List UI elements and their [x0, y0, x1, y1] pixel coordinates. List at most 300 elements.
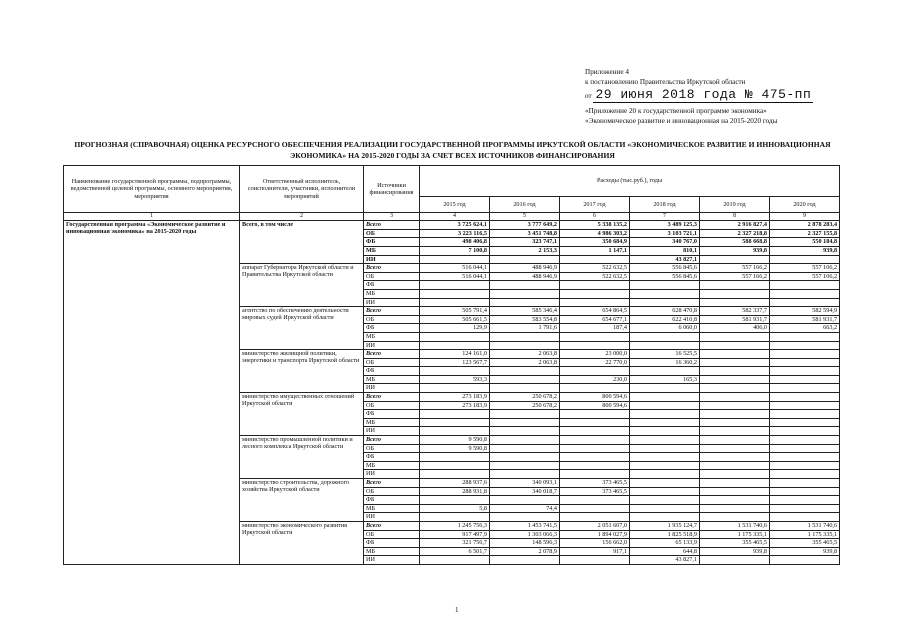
amount-cell [560, 418, 630, 427]
amount-cell [770, 487, 840, 496]
amount-cell [770, 479, 840, 488]
amount-cell [770, 332, 840, 341]
header-source: Источники финансирования [364, 166, 420, 213]
amount-cell [630, 479, 700, 488]
amount-cell [630, 367, 700, 376]
amount-cell [490, 436, 560, 445]
amount-cell [490, 367, 560, 376]
amount-cell: 2 327 218,8 [700, 229, 770, 238]
amount-cell: 2 063,8 [490, 358, 560, 367]
amount-cell: 373 465,5 [560, 487, 630, 496]
source-cell: МБ [364, 332, 420, 341]
amount-cell [770, 461, 840, 470]
amount-cell [560, 332, 630, 341]
amount-cell [700, 298, 770, 307]
source-cell: ОБ [364, 487, 420, 496]
appendix-ot: от [585, 92, 592, 100]
amount-cell: 156 662,0 [560, 539, 630, 548]
amount-cell: 628 470,8 [630, 307, 700, 316]
amount-cell [770, 375, 840, 384]
amount-cell [700, 289, 770, 298]
source-cell: МБ [364, 461, 420, 470]
header-column-number: 8 [700, 213, 770, 221]
amount-cell: 1 453 741,5 [490, 521, 560, 530]
executor-cell: аппарат Губернатора Иркутской области и Правительства Иркутской области [240, 264, 364, 307]
amount-cell [700, 401, 770, 410]
amount-cell: 355 465,5 [770, 539, 840, 548]
amount-cell [630, 487, 700, 496]
source-cell: МБ [364, 246, 420, 255]
amount-cell [630, 461, 700, 470]
amount-cell: 4 986 303,2 [560, 229, 630, 238]
source-cell: ИИ [364, 255, 420, 264]
amount-cell [770, 289, 840, 298]
amount-cell [700, 479, 770, 488]
amount-cell [490, 332, 560, 341]
amount-cell [490, 453, 560, 462]
amount-cell: 516 044,1 [420, 272, 490, 281]
amount-cell [770, 410, 840, 419]
amount-cell [770, 436, 840, 445]
amount-cell: 2 051 607,0 [560, 521, 630, 530]
source-cell: ФБ [364, 539, 420, 548]
amount-cell: 582 594,9 [770, 307, 840, 316]
amount-cell [700, 418, 770, 427]
amount-cell: 498 406,8 [420, 238, 490, 247]
amount-cell [490, 427, 560, 436]
amount-cell [560, 513, 630, 522]
amount-cell [560, 556, 630, 565]
amount-cell [560, 436, 630, 445]
amount-cell: 1 894 027,9 [560, 530, 630, 539]
source-cell: МБ [364, 418, 420, 427]
amount-cell [700, 350, 770, 359]
amount-cell: 581 931,7 [700, 315, 770, 324]
amount-cell: 129,9 [420, 324, 490, 333]
source-cell: Всего [364, 521, 420, 530]
amount-cell: 800 594,6 [560, 401, 630, 410]
header-year: 2018 год [630, 197, 700, 213]
header-column-number: 3 [364, 213, 420, 221]
amount-cell: 1 531 740,6 [770, 521, 840, 530]
amount-cell [770, 401, 840, 410]
amount-cell [630, 427, 700, 436]
header-column-number: 4 [420, 213, 490, 221]
amount-cell [770, 427, 840, 436]
amount-cell [630, 401, 700, 410]
amount-cell: 505 661,5 [420, 315, 490, 324]
amount-cell [420, 496, 490, 505]
executor-cell: министерство имущественных отношений Иркутской области [240, 393, 364, 436]
amount-cell [770, 298, 840, 307]
amount-cell: 654 677,1 [560, 315, 630, 324]
source-cell: Всего [364, 436, 420, 445]
source-cell: ОБ [364, 315, 420, 324]
amount-cell [770, 513, 840, 522]
source-cell: ОБ [364, 229, 420, 238]
amount-cell [420, 298, 490, 307]
amount-cell: 1 825 518,9 [630, 530, 700, 539]
amount-cell [700, 444, 770, 453]
amount-cell: 250 678,2 [490, 401, 560, 410]
handwritten-date-number: 29 июня 2018 года № 475-пп [595, 87, 812, 102]
appendix-line-4: «Приложение 20 к государственной программе экономика» [585, 107, 767, 115]
amount-cell [490, 496, 560, 505]
amount-cell: 557 166,2 [700, 272, 770, 281]
amount-cell: 939,8 [700, 246, 770, 255]
amount-cell: 3 777 649,2 [490, 221, 560, 230]
source-cell: Всего [364, 264, 420, 273]
amount-cell [770, 384, 840, 393]
executor-cell: агентство по обеспечению деятельности мировых судей Иркутской области [240, 307, 364, 350]
amount-cell [630, 393, 700, 402]
amount-cell [770, 504, 840, 513]
amount-cell: 593,3 [420, 375, 490, 384]
appendix-line-2: к постановлению Правительства Иркутской области [585, 77, 746, 86]
amount-cell: 1 175 335,1 [770, 530, 840, 539]
amount-cell [490, 255, 560, 264]
amount-cell: 1 147,1 [560, 246, 630, 255]
amount-cell: 622 410,8 [630, 315, 700, 324]
amount-cell [560, 427, 630, 436]
amount-cell [700, 496, 770, 505]
amount-cell: 6 060,0 [630, 324, 700, 333]
amount-cell: 16 360,2 [630, 358, 700, 367]
amount-cell: 2 063,8 [490, 350, 560, 359]
source-cell: Всего [364, 350, 420, 359]
source-cell: ИИ [364, 556, 420, 565]
header-column-number: 9 [770, 213, 840, 221]
table-row [64, 221, 840, 230]
header-column-number: 2 [240, 213, 364, 221]
amount-cell: 288 937,6 [420, 479, 490, 488]
amount-cell: 644,8 [630, 547, 700, 556]
amount-cell [560, 504, 630, 513]
amount-cell [560, 298, 630, 307]
amount-cell [700, 436, 770, 445]
amount-cell [700, 453, 770, 462]
amount-cell [630, 384, 700, 393]
amount-cell: 1 935 124,7 [630, 521, 700, 530]
amount-cell [700, 470, 770, 479]
source-cell: ОБ [364, 358, 420, 367]
amount-cell: 250 678,2 [490, 393, 560, 402]
amount-cell: 1 531 740,6 [700, 521, 770, 530]
amount-cell: 522 632,5 [560, 264, 630, 273]
amount-cell: 74,4 [490, 504, 560, 513]
appendix-line-5: «Экономическое развитие и инновационная на 2015-2020 годы [585, 116, 778, 125]
amount-cell: 148 596,3 [490, 539, 560, 548]
executor-cell: министерство промышленной политики и лесного комплекса Иркутской области [240, 436, 364, 479]
source-cell: ФБ [364, 367, 420, 376]
executor-cell: министерство экономического развития Иркутской области [240, 521, 364, 564]
amount-cell [560, 444, 630, 453]
amount-cell: 550 184,8 [770, 238, 840, 247]
amount-cell [630, 436, 700, 445]
amount-cell: 583 554,8 [490, 315, 560, 324]
header-column-number: 7 [630, 213, 700, 221]
header-year: 2020 год [770, 197, 840, 213]
amount-cell [420, 410, 490, 419]
amount-cell [630, 341, 700, 350]
amount-cell [700, 410, 770, 419]
source-cell: ИИ [364, 470, 420, 479]
amount-cell [420, 453, 490, 462]
amount-cell [420, 384, 490, 393]
amount-cell [490, 281, 560, 290]
header-executor: Ответственный исполнитель, соисполнители, участники, исполнители мероприятий [240, 166, 364, 213]
amount-cell: 557 106,2 [770, 272, 840, 281]
amount-cell [630, 410, 700, 419]
amount-cell: 165,3 [630, 375, 700, 384]
amount-cell [490, 470, 560, 479]
amount-cell [770, 444, 840, 453]
amount-cell [770, 350, 840, 359]
amount-cell [770, 418, 840, 427]
amount-cell [770, 496, 840, 505]
amount-cell [700, 504, 770, 513]
amount-cell: 654 864,5 [560, 307, 630, 316]
amount-cell [630, 453, 700, 462]
header-program: Наименование государственной программы, подпрограммы, ведомственной целевой программы, основного мероприятия, мероприятия [64, 166, 240, 213]
amount-cell: 3 725 624,1 [420, 221, 490, 230]
amount-cell: 273 183,9 [420, 393, 490, 402]
amount-cell [770, 393, 840, 402]
amount-cell [770, 470, 840, 479]
source-cell: ИИ [364, 427, 420, 436]
amount-cell: 1 303 066,3 [490, 530, 560, 539]
amount-cell [490, 384, 560, 393]
source-cell: ФБ [364, 453, 420, 462]
amount-cell: 588 668,8 [700, 238, 770, 247]
amount-cell [770, 453, 840, 462]
amount-cell [700, 393, 770, 402]
amount-cell: 582 337,7 [700, 307, 770, 316]
amount-cell [560, 281, 630, 290]
source-cell: ИИ [364, 513, 420, 522]
amount-cell [630, 496, 700, 505]
executor-cell: министерство строительства, дорожного хозяйства Иркутской области [240, 479, 364, 522]
amount-cell: 581 931,7 [770, 315, 840, 324]
amount-cell: 516 044,1 [420, 264, 490, 273]
header-column-number: 6 [560, 213, 630, 221]
amount-cell: 323 747,1 [490, 238, 560, 247]
amount-cell [560, 341, 630, 350]
amount-cell [420, 289, 490, 298]
executor-cell: министерство жилищной политики, энергетики и транспорта Иркутской области [240, 350, 364, 393]
source-cell: ОБ [364, 444, 420, 453]
amount-cell: 340 093,1 [490, 479, 560, 488]
amount-cell [490, 418, 560, 427]
source-cell: ФБ [364, 238, 420, 247]
amount-cell: 810,1 [630, 246, 700, 255]
amount-cell: 2 078,9 [490, 547, 560, 556]
amount-cell [490, 410, 560, 419]
amount-cell: 1 245 756,3 [420, 521, 490, 530]
source-cell: МБ [364, 375, 420, 384]
amount-cell: 917,1 [560, 547, 630, 556]
page-number: 1 [455, 606, 459, 614]
source-cell: МБ [364, 289, 420, 298]
source-cell: МБ [364, 547, 420, 556]
amount-cell [630, 332, 700, 341]
header-expenses: Расходы (тыс.руб.), годы [420, 166, 840, 197]
amount-cell: 6 501,7 [420, 547, 490, 556]
amount-cell: 288 931,8 [420, 487, 490, 496]
amount-cell: 800 594,6 [560, 393, 630, 402]
source-cell: ФБ [364, 496, 420, 505]
amount-cell [490, 289, 560, 298]
amount-cell: 1 791,6 [490, 324, 560, 333]
amount-cell: 505 791,4 [420, 307, 490, 316]
amount-cell [560, 367, 630, 376]
source-cell: МБ [364, 504, 420, 513]
header-year: 2019 год [700, 197, 770, 213]
amount-cell: 585 346,4 [490, 307, 560, 316]
amount-cell [420, 281, 490, 290]
amount-cell: 65 133,9 [630, 539, 700, 548]
amount-cell [490, 341, 560, 350]
amount-cell [560, 410, 630, 419]
amount-cell: 7 100,8 [420, 246, 490, 255]
amount-cell: 5,8 [420, 504, 490, 513]
amount-cell: 340 767,0 [630, 238, 700, 247]
amount-cell: 340 018,7 [490, 487, 560, 496]
amount-cell: 939,8 [770, 547, 840, 556]
source-cell: ФБ [364, 324, 420, 333]
amount-cell [420, 470, 490, 479]
amount-cell: 43 827,1 [630, 255, 700, 264]
amount-cell [770, 341, 840, 350]
amount-cell [700, 341, 770, 350]
funding-table [63, 165, 840, 565]
source-cell: ОБ [364, 530, 420, 539]
amount-cell: 2 878 283,4 [770, 221, 840, 230]
amount-cell [700, 556, 770, 565]
amount-cell: 2 916 827,4 [700, 221, 770, 230]
amount-cell [770, 556, 840, 565]
amount-cell: 23 000,0 [560, 350, 630, 359]
amount-cell [700, 367, 770, 376]
source-cell: ИИ [364, 298, 420, 307]
source-cell: ОБ [364, 272, 420, 281]
amount-cell: 3 223 116,5 [420, 229, 490, 238]
source-cell: Всего [364, 307, 420, 316]
header-year: 2016 год [490, 197, 560, 213]
amount-cell [700, 461, 770, 470]
amount-cell: 373 465,5 [560, 479, 630, 488]
amount-cell [700, 427, 770, 436]
amount-cell: 123 567,7 [420, 358, 490, 367]
amount-cell [770, 367, 840, 376]
amount-cell: 230,0 [560, 375, 630, 384]
amount-cell [490, 513, 560, 522]
amount-cell [560, 496, 630, 505]
amount-cell: 557 166,2 [700, 264, 770, 273]
amount-cell: 406,0 [700, 324, 770, 333]
appendix-line-1: Приложение 4 [585, 68, 629, 76]
source-cell: ОБ [364, 401, 420, 410]
amount-cell [490, 298, 560, 307]
amount-cell [560, 255, 630, 264]
amount-cell [490, 556, 560, 565]
amount-cell: 5 338 135,2 [560, 221, 630, 230]
amount-cell: 43 827,1 [630, 556, 700, 565]
amount-cell: 3 451 748,8 [490, 229, 560, 238]
amount-cell [420, 418, 490, 427]
amount-cell [420, 332, 490, 341]
amount-cell [490, 375, 560, 384]
source-cell: Всего [364, 479, 420, 488]
amount-cell: 321 756,7 [420, 539, 490, 548]
amount-cell [560, 384, 630, 393]
amount-cell: 16 525,5 [630, 350, 700, 359]
amount-cell: 556 845,6 [630, 264, 700, 273]
amount-cell [420, 255, 490, 264]
amount-cell: 917 497,9 [420, 530, 490, 539]
amount-cell [700, 358, 770, 367]
amount-cell: 3 489 125,3 [630, 221, 700, 230]
amount-cell: 2 153,3 [490, 246, 560, 255]
amount-cell: 663,2 [770, 324, 840, 333]
amount-cell [560, 289, 630, 298]
executor-cell: Всего, в том числе [240, 221, 364, 264]
amount-cell [420, 513, 490, 522]
amount-cell [700, 281, 770, 290]
amount-cell: 1 175 335,1 [700, 530, 770, 539]
source-cell: Всего [364, 393, 420, 402]
amount-cell [560, 470, 630, 479]
amount-cell [420, 461, 490, 470]
amount-cell: 556 845,6 [630, 272, 700, 281]
amount-cell [700, 375, 770, 384]
header-year: 2015 год [420, 197, 490, 213]
amount-cell [700, 332, 770, 341]
amount-cell [420, 556, 490, 565]
header-column-number: 1 [64, 213, 240, 221]
amount-cell [630, 513, 700, 522]
amount-cell [700, 384, 770, 393]
program-name-cell: Государственная программа «Экономическое развитие и инновационная экономика» на 2015-2020 годы [64, 221, 240, 565]
amount-cell [770, 281, 840, 290]
amount-cell: 22 770,0 [560, 358, 630, 367]
amount-cell: 355 465,5 [700, 539, 770, 548]
header-year: 2017 год [560, 197, 630, 213]
amount-cell: 9 590,8 [420, 436, 490, 445]
amount-cell: 124 161,0 [420, 350, 490, 359]
amount-cell: 187,4 [560, 324, 630, 333]
appendix-date-row [585, 88, 813, 103]
amount-cell [560, 453, 630, 462]
document-title: ПРОГНОЗНАЯ (СПРАВОЧНАЯ) ОЦЕНКА РЕСУРСНОГО ОБЕСПЕЧЕНИЯ РЕАЛИЗАЦИИ ГОСУДАРСТВЕННОЙ ПРОГРАММЫ ИРКУТСКОЙ ОБЛАСТИ «ЭКОНОМИЧЕСКОЕ РАЗВИТИЕ И ИННОВАЦИОННАЯ ЭКОНОМИКА» НА 2015-2020 ГОДЫ ЗА СЧЕТ ВСЕХ ИСТОЧНИКОВ ФИНАНСИРОВАНИЯ [74, 140, 831, 160]
amount-cell: 488 946,9 [490, 264, 560, 273]
source-cell: ФБ [364, 281, 420, 290]
amount-cell: 2 327 155,8 [770, 229, 840, 238]
amount-cell: 522 632,5 [560, 272, 630, 281]
source-cell: ИИ [364, 341, 420, 350]
amount-cell [630, 289, 700, 298]
amount-cell: 273 183,9 [420, 401, 490, 410]
amount-cell: 488 946,9 [490, 272, 560, 281]
amount-cell [420, 341, 490, 350]
amount-cell [700, 513, 770, 522]
amount-cell [770, 358, 840, 367]
amount-cell [490, 461, 560, 470]
amount-cell: 350 684,9 [560, 238, 630, 247]
amount-cell: 9 590,8 [420, 444, 490, 453]
source-cell: ИИ [364, 384, 420, 393]
amount-cell [490, 444, 560, 453]
